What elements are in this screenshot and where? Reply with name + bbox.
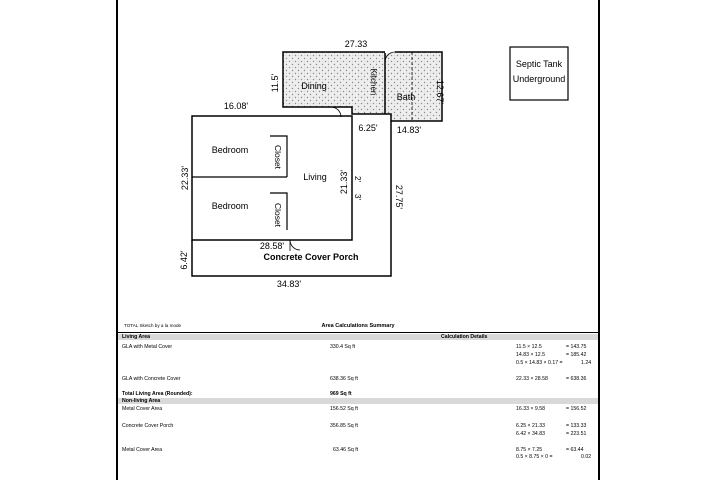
- living-block: [192, 116, 352, 240]
- living-area-header: Living Area: [122, 334, 151, 340]
- room-porch: Concrete Cover Porch: [263, 252, 359, 262]
- gla-metal-result-3: 1.24: [581, 360, 592, 366]
- sketch-credit: TOTAL Sketch by a la mode: [124, 323, 182, 328]
- dim-porch-inner: 28.58': [259, 241, 285, 251]
- gla-metal-area: 330.4 Sq ft: [330, 344, 356, 350]
- septic-label-line1: Septic Tank: [515, 59, 563, 69]
- dim-porch-left: 6.42': [179, 250, 189, 270]
- metal-cover-1-area: 156.52 Sq ft: [330, 406, 358, 412]
- room-bedroom-1: Bedroom: [211, 145, 249, 155]
- gla-concrete-label: GLA with Concrete Cover: [122, 376, 181, 382]
- gla-metal-label: GLA with Metal Cover: [122, 344, 173, 350]
- room-closet-2: Closet: [273, 202, 283, 228]
- gla-concrete-calc: 22.33 × 28.58: [516, 376, 548, 382]
- room-bath: Bath: [396, 92, 416, 102]
- dim-kitchen-top: 27.33: [344, 39, 368, 49]
- porch-result-1: = 133.33: [566, 423, 587, 429]
- gla-metal-result-1: = 143.75: [566, 344, 587, 350]
- dim-small-b: 3': [353, 194, 362, 200]
- area-calculations-summary: [118, 321, 598, 480]
- septic-label-line2: Underground: [512, 74, 566, 84]
- gla-metal-calc-1: 11.5 × 12.5: [516, 344, 542, 350]
- living-area-band: [118, 334, 598, 340]
- porch-calc-2: 6.42 × 34.83: [516, 431, 545, 437]
- summary-title: Area Calculations Summary: [321, 323, 395, 329]
- dim-small-a: 2': [353, 176, 362, 182]
- metal-cover-2-result-2: 0.02: [581, 454, 592, 460]
- table-rule: [118, 332, 598, 333]
- room-living: Living: [303, 172, 327, 182]
- gla-concrete-area: 638.36 Sq ft: [330, 376, 358, 382]
- nonliving-band: [118, 398, 598, 404]
- gla-metal-result-2: = 185.42: [566, 352, 587, 358]
- living-door-arc: [290, 240, 300, 250]
- porch-area: 356.85 Sq ft: [330, 423, 358, 429]
- dim-step-b: 14.83': [396, 125, 422, 135]
- dim-porch-right: 27.75': [394, 184, 404, 210]
- metal-cover-2-calc-2: 0.5 × 8.75 × 0 =: [516, 454, 553, 460]
- metal-cover-2-label: Metal Cover Area: [122, 447, 163, 453]
- dim-living-top: 16.08': [223, 101, 249, 111]
- dim-living-left: 22.33': [180, 165, 190, 191]
- metal-cover-2-result-1: = 63.44: [566, 447, 584, 453]
- room-closet-1: Closet: [273, 144, 283, 170]
- dim-dining-left: 11.5': [270, 73, 280, 93]
- metal-cover-1-label: Metal Cover Area: [122, 406, 163, 412]
- porch-label: Concrete Cover Porch: [122, 423, 174, 429]
- room-kitchen: Kitchen: [369, 68, 378, 96]
- dim-porch-bottom: 34.83': [276, 279, 302, 289]
- dim-living-right: 21.33': [339, 169, 349, 195]
- total-living-label: Total Living Area (Rounded):: [122, 391, 193, 397]
- dim-bath-right: 12.67': [435, 79, 445, 105]
- gla-metal-calc-3: 0.5 × 14.83 × 0.17 =: [516, 360, 563, 366]
- calc-details-header: Calculation Details: [441, 334, 488, 340]
- metal-cover-1-calc: 16.33 × 9.58: [516, 406, 545, 412]
- room-dining: Dining: [301, 81, 327, 91]
- porch-calc-1: 6.25 × 21.33: [516, 423, 545, 429]
- metal-cover-1-result: = 156.52: [566, 406, 587, 412]
- gla-concrete-result: = 638.36: [566, 376, 587, 382]
- dim-step-a: 6.25': [358, 123, 378, 133]
- metal-cover-2-calc-1: 8.75 × 7.25: [516, 447, 543, 453]
- total-living-value: 969 Sq ft: [330, 391, 352, 397]
- nonliving-header: Non-living Area: [122, 398, 161, 404]
- porch-result-2: = 223.51: [566, 431, 587, 437]
- room-bedroom-2: Bedroom: [211, 201, 249, 211]
- gla-metal-calc-2: 14.83 × 12.5: [516, 352, 545, 358]
- metal-cover-2-area: 63.46 Sq ft: [333, 447, 359, 453]
